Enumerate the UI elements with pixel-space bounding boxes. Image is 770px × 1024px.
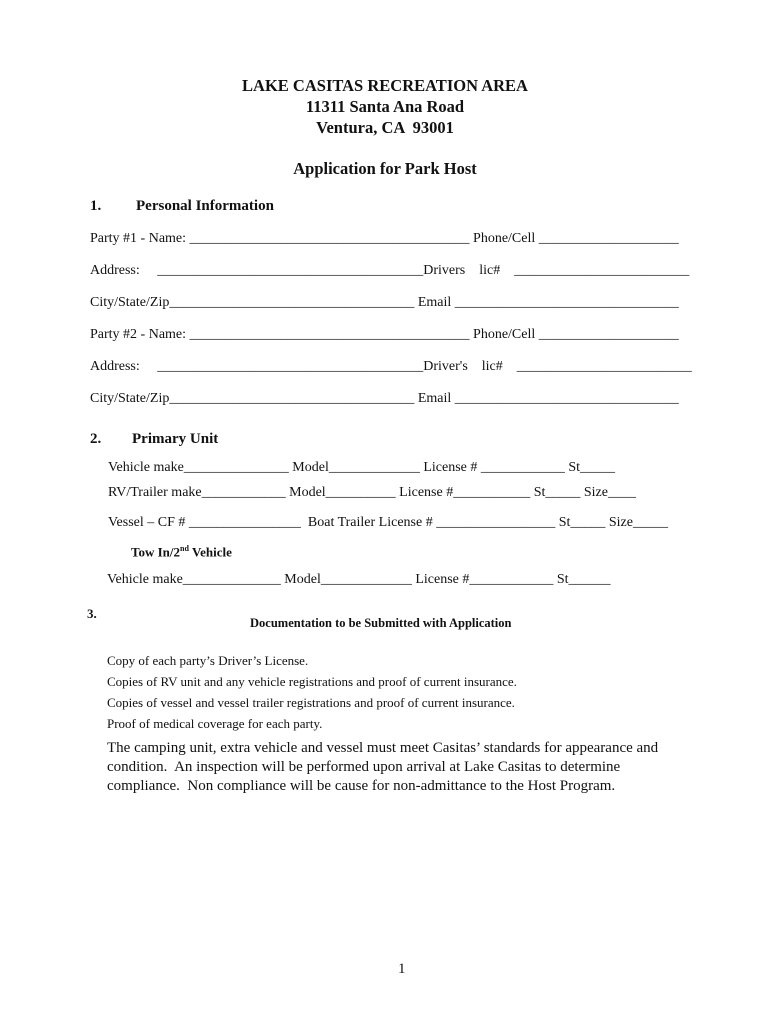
standards-paragraph-line-2: condition. An inspection will be performed upon arrival at Lake Casitas to determine [107,759,621,775]
party1-name-line[interactable]: Party #1 - Name: ________________________________________ Phone/Cell ____________________ [90,231,679,246]
doc-item-vessel-registration: Copies of vessel and vessel trailer registrations and proof of current insurance. [107,695,515,710]
section-1-number: 1. [90,198,102,214]
doc-item-medical: Proof of medical coverage for each party. [107,716,323,731]
org-city: Ventura, CA 93001 [316,118,454,137]
tow-vehicle-title: Tow In/2nd Vehicle [131,544,232,560]
section-3-number: 3. [87,606,97,621]
party2-address-line[interactable]: Address: ______________________________________Driver's lic# _________________________ [90,359,692,374]
party1-city-line[interactable]: City/State/Zip___________________________________ Email ________________________________ [90,295,679,310]
party1-address-line[interactable]: Address: ______________________________________Drivers lic# _________________________ [90,263,690,278]
form-title: Application for Park Host [293,159,477,178]
section-2-title: Primary Unit [132,431,219,447]
standards-paragraph-line-3: compliance. Non compliance will be cause for non-admittance to the Host Program. [107,778,616,794]
org-address: 11311 Santa Ana Road [305,97,465,116]
page-number: 1 [398,961,406,977]
rv-trailer-line[interactable]: RV/Trailer make____________ Model__________ License #___________ St_____ Size____ [108,485,636,500]
section-1-title: Personal Information [136,198,274,214]
party2-city-line[interactable]: City/State/Zip___________________________________ Email ________________________________ [90,391,679,406]
org-name: LAKE CASITAS RECREATION AREA [242,76,528,95]
doc-item-rv-registration: Copies of RV unit and any vehicle registrations and proof of current insurance. [107,674,517,689]
section-3-title: Documentation to be Submitted with Application [250,616,512,630]
standards-paragraph-line-1: The camping unit, extra vehicle and vessel must meet Casitas’ standards for appearance and [107,740,659,756]
section-2-number: 2. [90,431,102,447]
vehicle-line[interactable]: Vehicle make_______________ Model_____________ License # ____________ St_____ [108,460,616,475]
party2-name-line[interactable]: Party #2 - Name: ________________________________________ Phone/Cell ____________________ [90,327,679,342]
doc-item-license: Copy of each party’s Driver’s License. [107,653,309,668]
tow-vehicle-line[interactable]: Vehicle make______________ Model_____________ License #____________ St______ [107,572,611,587]
vessel-line[interactable]: Vessel – CF # ________________ Boat Trailer License # _________________ St_____ Size_____ [108,515,668,530]
